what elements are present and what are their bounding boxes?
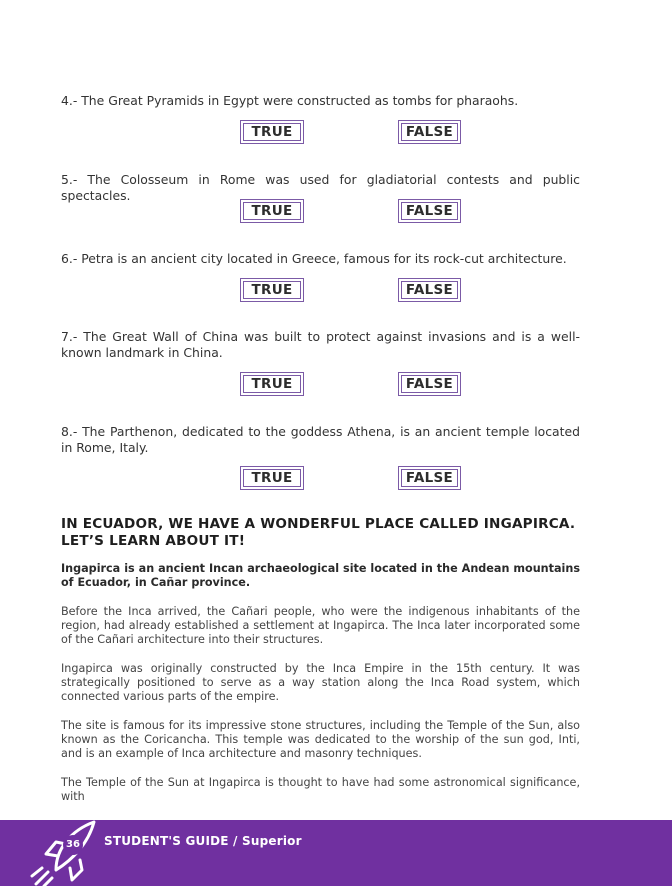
- paragraph-3: The site is famous for its impressive stone structures, including the Temple of the Sun, also known as the Coricancha. This temple was dedicated to the worship of the sun god, Inti, and is an example of Inca architecture and masonry techniques.: [61, 719, 580, 761]
- q6-true-button[interactable]: [240, 278, 304, 302]
- q5-true-label: TRUE: [243, 202, 301, 220]
- q5-false-button[interactable]: [398, 199, 461, 223]
- q6-false-label: FALSE: [401, 281, 458, 299]
- q7-true-label: TRUE: [243, 375, 301, 393]
- question-4-text: 4.- The Great Pyramids in Egypt were constructed as tombs for pharaohs.: [61, 93, 519, 108]
- guide-label: STUDENT'S GUIDE / Superior: [104, 834, 302, 848]
- q8-false-button[interactable]: [398, 466, 461, 490]
- q4-true-label: TRUE: [243, 123, 301, 141]
- page-number: 36: [63, 835, 83, 855]
- section-heading: IN ECUADOR, WE HAVE A WONDERFUL PLACE CALLED INGAPIRCA. LET’S LEARN ABOUT IT!: [61, 516, 576, 549]
- paragraph-4: The Temple of the Sun at Ingapirca is thought to have had some astronomical significance, with: [61, 776, 580, 804]
- question-5-text: 5.- The Colosseum in Rome was used for gladiatorial contests and public spectacles.: [61, 172, 580, 203]
- q4-false-button[interactable]: [398, 120, 461, 144]
- question-7-text: 7.- The Great Wall of China was built to protect against invasions and is a well-known landmark in China.: [61, 329, 580, 360]
- paragraph-1: Before the Inca arrived, the Cañari people, who were the indigenous inhabitants of the region, had already established a settlement at Ingapirca. The Inca later incorporated some of the Cañari architecture into their structures.: [61, 605, 580, 647]
- q4-true-button[interactable]: [240, 120, 304, 144]
- q8-true-label: TRUE: [243, 469, 301, 487]
- q4-false-label: FALSE: [401, 123, 458, 141]
- question-6-text: 6.- Petra is an ancient city located in Greece, famous for its rock-cut architecture.: [61, 251, 567, 266]
- q7-false-button[interactable]: [398, 372, 461, 396]
- q5-true-button[interactable]: [240, 199, 304, 223]
- q7-true-button[interactable]: [240, 372, 304, 396]
- q8-false-label: FALSE: [401, 469, 458, 487]
- question-8-text: 8.- The Parthenon, dedicated to the goddess Athena, is an ancient temple located in Rome, Italy.: [61, 424, 580, 455]
- q7-false-label: FALSE: [401, 375, 458, 393]
- intro-paragraph: Ingapirca is an ancient Incan archaeological site located in the Andean mountains of Ecuador, in Cañar province.: [61, 562, 580, 590]
- q8-true-button[interactable]: [240, 466, 304, 490]
- q6-true-label: TRUE: [243, 281, 301, 299]
- paragraph-2: Ingapirca was originally constructed by the Inca Empire in the 15th century. It was strategically positioned to serve as a way station along the Inca Road system, which connected various parts of the empire.: [61, 662, 580, 704]
- q6-false-button[interactable]: [398, 278, 461, 302]
- q5-false-label: FALSE: [401, 202, 458, 220]
